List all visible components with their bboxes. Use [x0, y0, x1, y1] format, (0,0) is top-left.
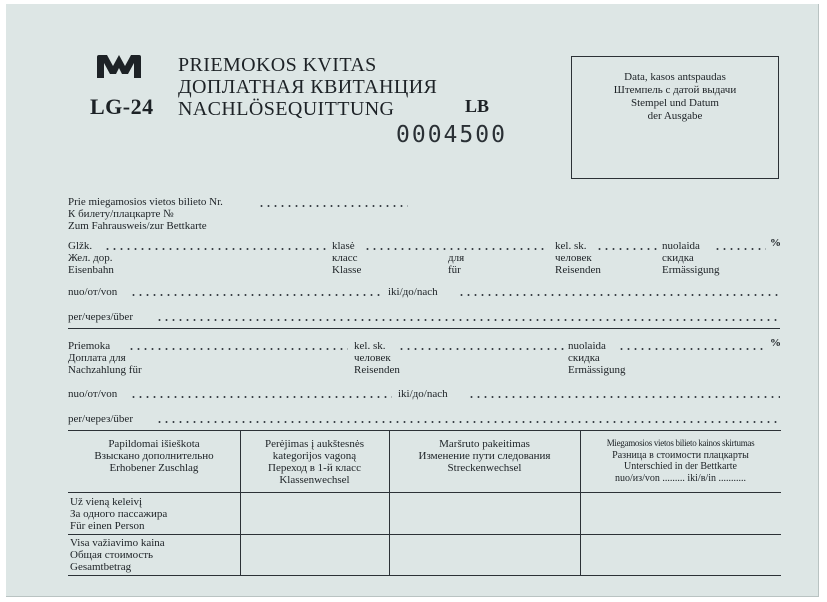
to-label-2: iki/до/nach: [398, 388, 448, 400]
percent-sign: %: [770, 237, 781, 249]
stamp-label-de-2: der Ausgabe: [647, 110, 703, 122]
ticket-number-field[interactable]: [258, 205, 408, 207]
table-top-border: [68, 430, 781, 431]
serial-number: 0004500: [396, 122, 507, 148]
header-class-upgrade: Perėjimas į aukštesnės kategorijos vagoną Переход в 1-й класс Klassenwechsel: [265, 438, 364, 486]
discount-label-2: nuolaida скидка Ermässigung: [568, 340, 626, 376]
class-label: klasė класс Klasse: [332, 240, 362, 276]
discount-label: nuolaida скидка Ermässigung: [662, 240, 720, 276]
surcharge-label: Priemoka Доплата для Nachzahlung für: [68, 340, 142, 376]
surcharge-table: [68, 430, 781, 576]
table-row-border: [68, 534, 781, 535]
stamp-label-lt: Data, kasos antspaudas: [624, 71, 726, 83]
ticket-ref-label: Prie miegamosios vietos bilieto Nr. К билету/плацкарте № Zum Fahrausweis/zur Bettkarte: [68, 196, 223, 232]
surcharge-field[interactable]: [128, 348, 348, 350]
form-code: LG-24: [90, 94, 154, 119]
header-route-change: Maršruto pakeitimas Изменение пути следования Streckenwechsel: [418, 438, 551, 474]
railway-logo-icon: [94, 52, 144, 80]
table-row-per-passenger: Už vieną keleivį За одного пассажира Für einen Person: [70, 496, 168, 532]
from-label: nuo/от/von: [68, 286, 118, 298]
via-label-2: per/через/über: [68, 413, 133, 425]
surcharge-receipt: [6, 4, 819, 597]
table-header-border: [68, 492, 781, 493]
header-surcharge-collected: Papildomai išieškota Взыскано дополнительно Erhobener Zuschlag: [94, 438, 214, 474]
to-field-2[interactable]: [468, 396, 780, 398]
persons-label-2: kel. sk. человек Reisenden: [354, 340, 400, 376]
persons-label: kel. sk. человек Reisenden: [555, 240, 601, 276]
via-label: per/через/über: [68, 311, 133, 323]
to-field[interactable]: [458, 294, 780, 296]
title-russian: ДОПЛАТНАЯ КВИТАНЦИЯ: [178, 76, 438, 98]
discount-field-2[interactable]: [618, 348, 764, 350]
persons-field[interactable]: [596, 248, 658, 250]
from-field-2[interactable]: [130, 396, 392, 398]
from-label-2: nuo/от/von: [68, 388, 118, 400]
railway-label: Glžk. Жел. дор. Eisenbahn: [68, 240, 114, 276]
for-label: для für: [448, 252, 465, 276]
stamp-label-de: Stempel und Datum: [631, 97, 719, 109]
table-bottom-border: [68, 575, 781, 576]
discount-field[interactable]: [714, 248, 766, 250]
table-row-total: Visa važiavimo kaina Общая стоимость Gesamtbetrag: [70, 537, 165, 573]
persons-field-2[interactable]: [398, 348, 564, 350]
via-field-2[interactable]: [156, 421, 780, 423]
section-divider: [68, 328, 780, 329]
railway-field[interactable]: [104, 248, 326, 250]
to-label: iki/до/nach: [388, 286, 438, 298]
stamp-label-ru: Штемпель с датой выдачи: [613, 84, 737, 96]
title-lithuanian: PRIEMOKOS KVITAS: [178, 54, 377, 76]
series-code: LB: [465, 96, 490, 116]
title-german: NACHLÖSEQUITTUNG: [178, 98, 395, 120]
stamp-box: [571, 56, 779, 179]
via-field[interactable]: [156, 319, 780, 321]
from-field[interactable]: [130, 294, 384, 296]
header-berth-difference: Miegamosios vietos bilieto kainos skirtumas Разница в стоимости плацкарты Unterschied in der Bettkarte nuo/из/von ......... iki/в/in ...........: [606, 438, 755, 484]
percent-sign-2: %: [770, 337, 781, 349]
